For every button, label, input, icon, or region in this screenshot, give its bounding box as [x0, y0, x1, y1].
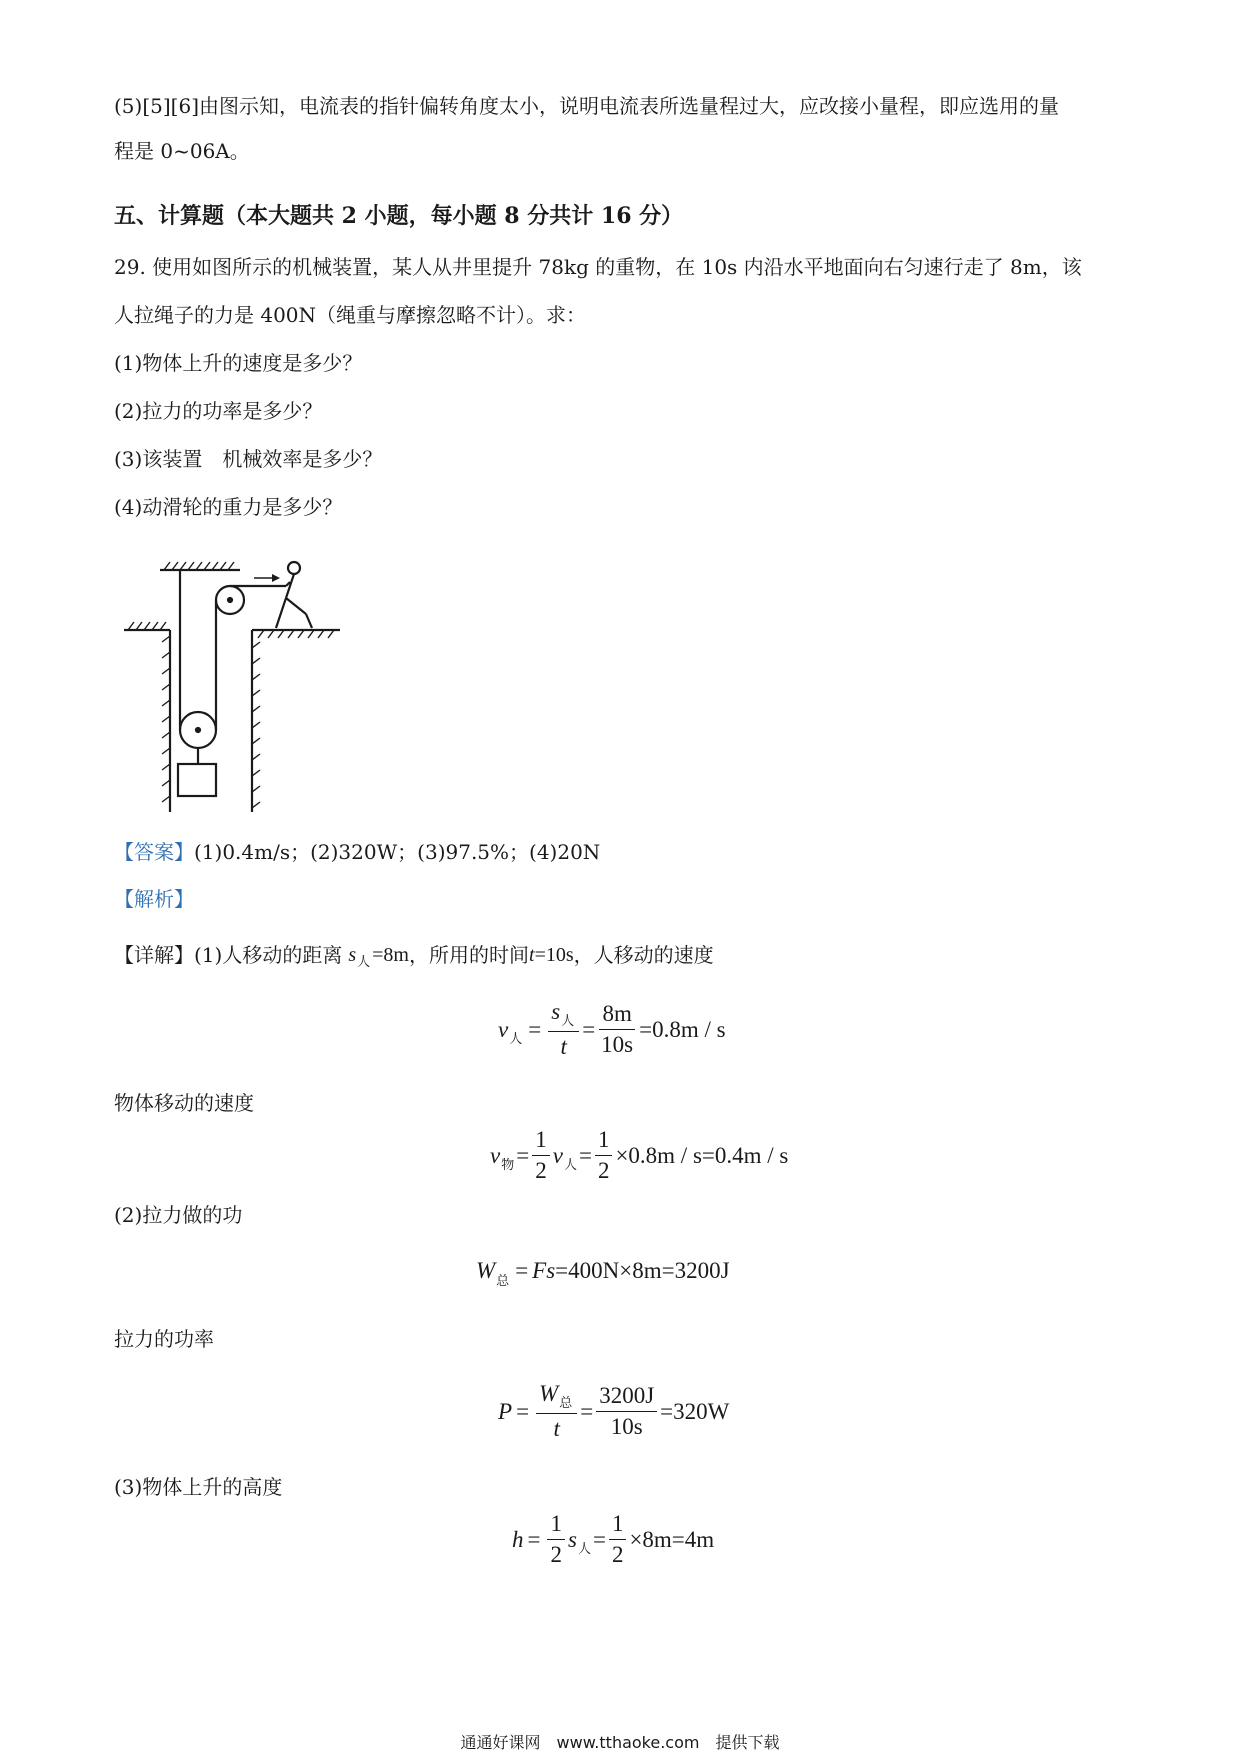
eq5-lhs: h [512, 1526, 524, 1552]
eq1-frac2 [598, 1000, 636, 1059]
question-part-1: (1)物体上升的速度是多少？ [114, 351, 363, 375]
eq5-frac2-den: 2 [611, 1542, 624, 1567]
pulley-well-diagram [118, 552, 350, 814]
section-heading: 五、计算题（本大题共 2 小题，每小题 8 分共计 16 分） [114, 203, 684, 229]
equation-object-speed: v 物 = $\frac{1}{2}$ v 人 = $\frac{1}{2}$ ×0.8m / s=0.4m / s [490, 1127, 789, 1183]
var-t: t [529, 944, 535, 966]
t-value: =10s [534, 944, 574, 966]
eq2-frac2-den: 2 [597, 1158, 610, 1183]
text-height: (3)物体上升的高度 [114, 1475, 283, 1499]
prev-solution-line2: 程是 0~06A。 [114, 139, 250, 163]
eq2-frac2 [595, 1126, 613, 1185]
eq5-frac1-num: 1 [547, 1510, 565, 1540]
analysis-label: 【解析】 [114, 887, 194, 911]
eq2-lhs: v [490, 1142, 501, 1168]
answer-label: 【答案】 [114, 840, 194, 864]
person-head [288, 562, 300, 574]
equation-person-speed: v 人 = $\frac{s_人}{t}$ = $\frac{8m}{10s}$ =0.8m / s [498, 999, 726, 1059]
answer-line [114, 839, 600, 865]
question-part-2: (2)拉力的功率是多少？ [114, 399, 323, 423]
eq2-mid: v [552, 1142, 563, 1168]
s-value: =8m [372, 944, 409, 966]
eq5-result: ×8m=4m [629, 1526, 715, 1552]
eq3-lhs-sub: 总 [496, 1273, 510, 1289]
eq1-frac1-den: t [560, 1034, 567, 1059]
eq4-frac2-den: 10s [610, 1414, 643, 1439]
question-part-3: (3)该装置 机械效率是多少？ [114, 447, 383, 471]
eq4-result: =320W [660, 1398, 730, 1424]
weight-box [178, 764, 216, 796]
eq1-lhs-sub: 人 [509, 1032, 523, 1047]
eq5-frac1-den: 2 [550, 1542, 562, 1567]
text-object-speed: 物体移动的速度 [114, 1091, 254, 1115]
eq1-frac2-den: 10s [601, 1032, 634, 1057]
detail-label: 【详解】 [114, 943, 194, 967]
eq4-frac1 [536, 1380, 577, 1443]
page-footer: 通通好课网 www.tthaoke.com 提供下载 [460, 1733, 780, 1752]
sub-person: 人 [357, 955, 371, 970]
eq1-frac2-num: 8m [599, 1000, 634, 1030]
eq3-result: =400N×8m=3200J [555, 1258, 730, 1283]
eq1-frac1-num-sub: 人 [561, 1014, 575, 1029]
text-power: 拉力的功率 [114, 1327, 214, 1351]
question-line1: 29. 使用如图所示的机械装置，某人从井里提升 78kg 的重物，在 10s 内沿水平地面向右匀速行走了 8m，该 [114, 255, 1082, 279]
eq2-frac1 [532, 1126, 550, 1185]
question-line2: 人拉绳子的力是 400N（绳重与摩擦忽略不计）。求： [114, 303, 587, 327]
prev-solution-line1: (5)[5][6]由图示知，电流表的指针偏转角度太小，说明电流表所选量程过大，应改接小量程，即应选用的量 [114, 94, 1059, 118]
detail-intro-text-b: ，所用的时间 [409, 943, 529, 967]
eq2-frac1-den: 2 [535, 1158, 547, 1183]
detail-intro-text-c: ，人移动的速度 [573, 943, 714, 967]
detail-intro [114, 942, 714, 968]
eq4-frac1-num-sub: 总 [559, 1396, 573, 1411]
eq5-frac2 [609, 1510, 627, 1569]
eq5-mid: s [567, 1526, 577, 1552]
eq1-result: =0.8m / s [639, 1016, 726, 1042]
eq1-frac1-num: s [551, 999, 561, 1024]
eq1-lhs: v [498, 1016, 509, 1042]
eq2-result: ×0.8m / s=0.4m / s [615, 1142, 789, 1168]
eq4-lhs: P [498, 1398, 513, 1424]
var-s: s [348, 944, 357, 966]
eq4-frac1-den: t [553, 1416, 560, 1441]
eq2-mid-sub: 人 [563, 1158, 577, 1173]
detail-intro-text-a: (1)人移动的距离 [194, 943, 343, 967]
eq3-rhs: Fs [532, 1258, 556, 1283]
equation-power: P = $\frac{W_总}{t}$ = $\frac{3200J}{10s}$ =320W [498, 1381, 730, 1441]
eq2-frac1-num: 1 [532, 1126, 550, 1156]
equation-height: h = $\frac{1}{2}$ s 人 = $\frac{1}{2}$ ×8m=4m [512, 1511, 715, 1567]
eq5-frac1 [547, 1510, 565, 1569]
eq3-lhs: W [476, 1258, 496, 1283]
equation-work: W 总 = Fs =400N×8m=3200J [476, 1258, 730, 1289]
eq1-frac1 [548, 998, 579, 1061]
answer-text: (1)0.4m/s；(2)320W；(3)97.5%；(4)20N [194, 840, 601, 864]
eq5-frac2-num: 1 [609, 1510, 627, 1540]
eq4-frac2-num: 3200J [596, 1382, 657, 1412]
question-part-4: (4)动滑轮的重力是多少？ [114, 495, 343, 519]
eq2-lhs-sub: 物 [501, 1158, 515, 1173]
text-work: (2)拉力做的功 [114, 1203, 243, 1227]
eq2-frac2-num: 1 [595, 1126, 613, 1156]
eq4-frac1-num: W [539, 1381, 559, 1406]
eq5-mid-sub: 人 [577, 1542, 591, 1557]
eq4-frac2 [596, 1382, 657, 1441]
